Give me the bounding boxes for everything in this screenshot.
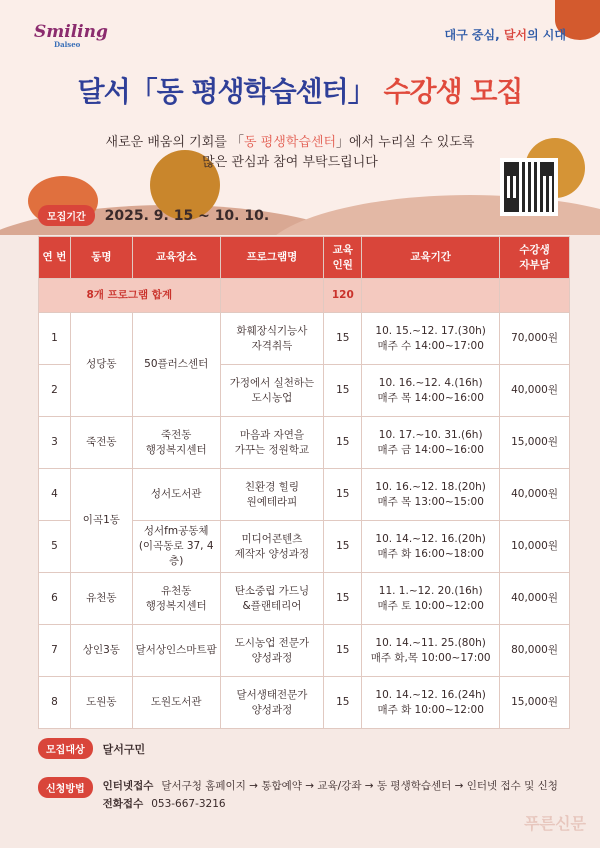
period-value: 2025. 9. 15 ~ 10. 10. xyxy=(104,207,270,224)
table-row: 3 죽전동 죽전동 행정복지센터 마음과 자연을 가꾸는 정원학교 15 10. 17.~10. 31.(6h) 매주 금 14:00~16:00 15,000원 xyxy=(39,417,570,469)
subtitle: 새로운 배움의 기회를 「동 평생학습센터」에서 누리실 수 있도록 많은 관심과 참여 부탁드립니다 xyxy=(105,135,475,170)
table-row: 8 도원동 도원도서관 달서생태전문가 양성과정 15 10. 14.~12. 16.(24h) 매주 화 10:00~12:00 15,000원 xyxy=(39,677,570,729)
period-label: 모집기간 xyxy=(38,205,95,226)
table-row: 7 상인3동 달서상인스마트팜 도시농업 전문가 양성과정 15 10. 14.~11. 25.(80h) 매주 화,목 10:00~17:00 80,000원 xyxy=(39,625,570,677)
target-value: 달서구민 xyxy=(102,742,146,756)
header-cell: 교육기간 xyxy=(362,237,500,279)
header-cell: 교육 인원 xyxy=(324,237,362,279)
qr-code[interactable] xyxy=(500,158,558,216)
target-row xyxy=(38,738,568,759)
table-row: 4 이곡1동 성서도서관 친환경 힐링 원예테라피 15 10. 16.~12. 18.(20h) 매주 목 13:00~15:00 40,000원 xyxy=(39,469,570,521)
header-cell: 교육장소 xyxy=(132,237,220,279)
header-cell: 수강생 자부담 xyxy=(500,237,570,279)
phone-label: 전화접수 xyxy=(102,798,144,810)
online-label: 인터넷접수 xyxy=(102,780,154,792)
watermark: 푸른신문 xyxy=(524,814,586,833)
table-row: 1 성당동 50플러스센터 화훼장식기능사 자격취득 15 10. 15.~12. 17.(30h) 매주 수 14:00~17:00 70,000원 xyxy=(39,313,570,365)
total-row: 8개 프로그램 합계 120 xyxy=(39,279,570,313)
footer-info xyxy=(38,738,568,831)
table-header xyxy=(39,237,570,279)
method-label: 신청방법 xyxy=(38,777,93,798)
header-cell: 연 번 xyxy=(39,237,71,279)
target-label: 모집대상 xyxy=(38,738,93,759)
page-title: 달서「동 평생학습센터」 수강생 모집 xyxy=(77,75,523,108)
smiling-dalseo-logo: Smiling Dalseo xyxy=(34,22,108,49)
header-cell: 동명 xyxy=(70,237,132,279)
slogan: 대구 중심, 달서의 시대 xyxy=(444,28,566,42)
program-table xyxy=(38,236,570,729)
header-cell: 프로그램명 xyxy=(220,237,324,279)
online-steps: 달서구청 홈페이지 → 통합예약 → 교육/강좌 → 동 평생학습센터 → 인터넷 접수 및 신청 xyxy=(161,780,558,792)
phone-number: 053-667-3216 xyxy=(151,798,226,810)
table-row: 2 가정에서 실천하는 도시농업 15 10. 16.~12. 4.(16h) 매주 목 14:00~16:00 40,000원 xyxy=(39,365,570,417)
table-row: 5 성서fm공동체 (이곡동로 37, 4층) 미디어콘텐츠 제작자 양성과정 15 10. 14.~12. 16.(20h) 매주 화 16:00~18:00 10,000원 xyxy=(39,521,570,573)
table-row: 6 유천동 유천동 행정복지센터 탄소중립 가드닝 &플랜테리어 15 11. 1.~12. 20.(16h) 매주 토 10:00~12:00 40,000원 xyxy=(39,573,570,625)
method-row xyxy=(38,777,568,813)
recruit-period xyxy=(38,205,269,226)
